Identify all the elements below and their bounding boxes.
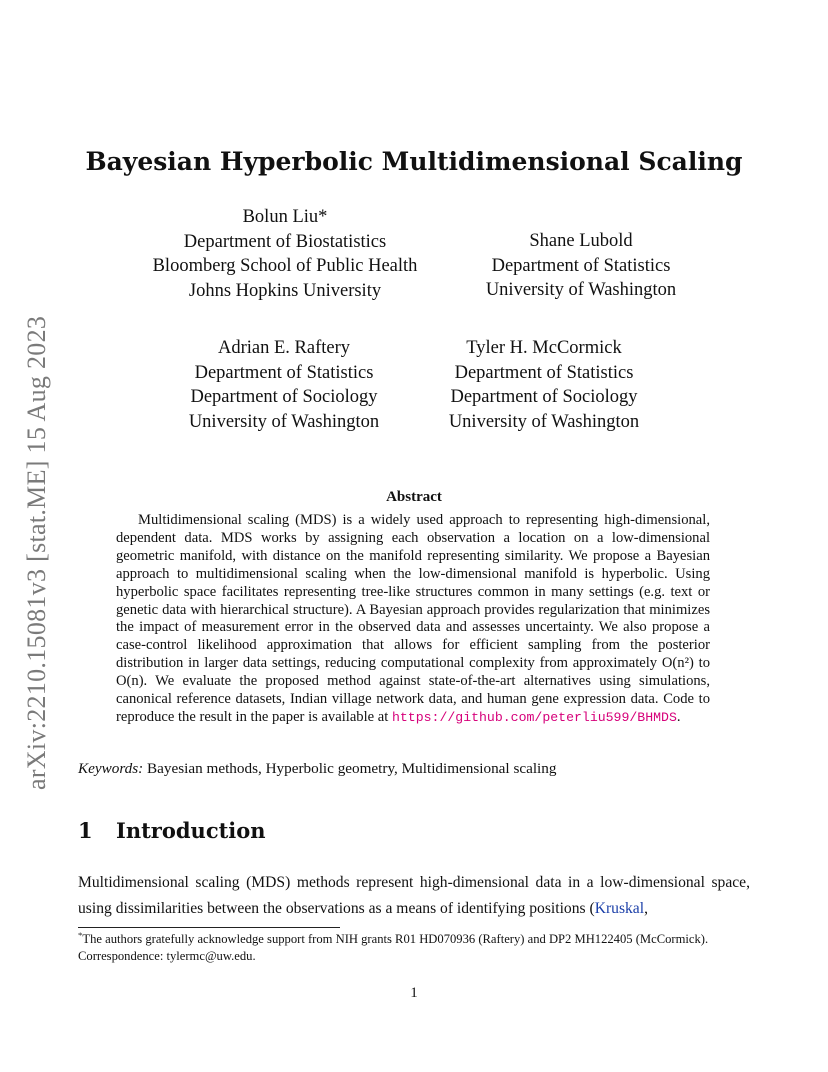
footnote-text: The authors gratefully acknowledge support from NIH grants R01 HD070936 (Raftery) and DP2 MH122405 (McCormick). Correspondence: tylermc@uw.edu. bbox=[78, 932, 709, 963]
author-line: Shane Lubold bbox=[529, 231, 633, 251]
author-line: Department of Statistics bbox=[491, 255, 671, 276]
keywords-text: Bayesian methods, Hyperbolic geometry, Multidimensional scaling bbox=[147, 760, 557, 777]
author-line: Department of Statistics bbox=[194, 362, 374, 383]
intro-text: Multidimensional scaling (MDS) methods represent high-dimensional data in a low-dimensional space, using dissimilarities between the observations as a means of identifying positions ( bbox=[78, 874, 750, 917]
section-heading-introduction bbox=[78, 818, 266, 843]
author-line: University of Washington bbox=[485, 280, 677, 300]
page-number: 1 bbox=[410, 985, 418, 1001]
keywords-line bbox=[78, 760, 556, 778]
author-line: Adrian E. Raftery bbox=[217, 338, 351, 358]
section-number: 1 bbox=[78, 818, 93, 843]
footnote-marker: * bbox=[78, 929, 83, 940]
abstract-text bbox=[116, 512, 710, 727]
author-line: Department of Sociology bbox=[450, 387, 638, 407]
paper-title: Bayesian Hyperbolic Multidimensional Scaling bbox=[85, 147, 743, 176]
author-line: Department of Biostatistics bbox=[183, 231, 387, 252]
author-block-lubold bbox=[470, 229, 692, 303]
footnote-divider bbox=[78, 927, 340, 928]
author-line: University of Washington bbox=[448, 411, 640, 432]
author-block-mccormick bbox=[428, 336, 660, 434]
abstract-end-punctuation: . bbox=[676, 708, 681, 725]
code-repository-link[interactable]: https://github.com/peterliu599/BHMDS bbox=[391, 709, 677, 725]
author-line: Bloomberg School of Public Health bbox=[152, 256, 418, 276]
citation-link-kruskal[interactable]: Kruskal bbox=[594, 900, 645, 917]
abstract-heading: Abstract bbox=[386, 489, 442, 505]
footnote bbox=[78, 931, 750, 964]
author-block-liu bbox=[135, 205, 435, 303]
abstract-body-text: Multidimensional scaling (MDS) is a widely used approach to representing high-dimensional, dependent data. MDS works by assigning each observation a location on a low-dimensional geometric manifold, with distance on the manifold representing similarity. We propose a Bayesian approach to multidimensional scaling when the low-dimensional manifold is hyperbolic. Using hyperbolic space facilitates representing tree-like structures common in many settings (e.g. text or genetic data with hierarchical structure). A Bayesian approach provides regularization that minimizes the impact of measurement error in the observed data and assesses uncertainty. We also propose a case-control likelihood approximation that allows for efficient sampling from the posterior distribution in larger data settings, reducing computational complexity from approximately O(n²) to O(n). We evaluate the proposed method against state-of-the-art alternatives using simulations, canonical reference datasets, Indian village network data, and human gene expression data. Code to reproduce the result in the paper is available at bbox=[116, 512, 710, 725]
introduction-paragraph bbox=[78, 870, 750, 922]
arxiv-identifier-stamp: arXiv:2210.15081v3 [stat.ME] 15 Aug 2023 bbox=[22, 315, 51, 790]
author-line: Department of Sociology bbox=[190, 387, 378, 407]
author-line: Department of Statistics bbox=[454, 362, 634, 383]
author-line: Bolun Liu* bbox=[242, 207, 328, 227]
author-line: Johns Hopkins University bbox=[188, 280, 382, 301]
author-line: Tyler H. McCormick bbox=[466, 338, 622, 358]
author-line: University of Washington bbox=[188, 411, 380, 432]
intro-text-after: , bbox=[644, 900, 648, 917]
section-title: Introduction bbox=[116, 818, 266, 843]
author-block-raftery bbox=[166, 336, 402, 434]
keywords-label: Keywords: bbox=[78, 760, 144, 777]
